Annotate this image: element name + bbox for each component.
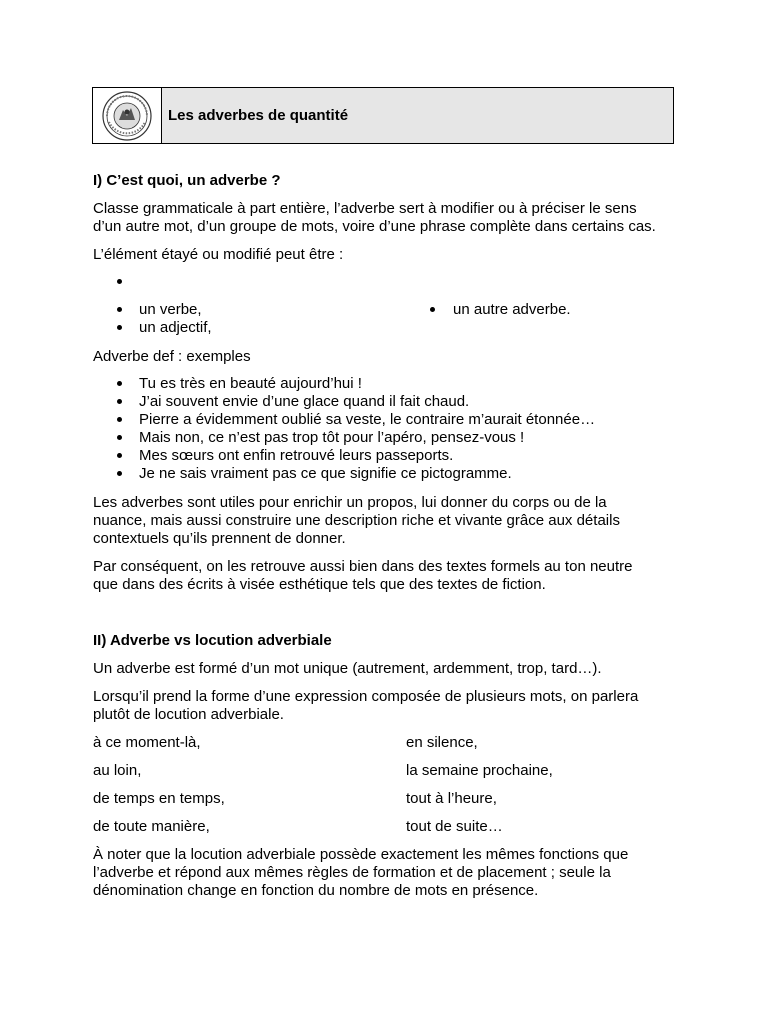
- section1-para4-line1: Par conséquent, on les retrouve aussi bien dans des textes formels au ton neutre: [93, 558, 633, 575]
- section2-para2-line1: Lorsqu’il prend la forme d’une expression composée de plusieurs mots, on parlera: [93, 688, 639, 705]
- bullet-icon: [117, 453, 122, 458]
- locution-item: la semaine prochaine,: [406, 762, 553, 779]
- section1-para3-line2: nuance, mais aussi construire une description riche et vivante grâce aux détails: [93, 512, 620, 529]
- section1-heading: I) C’est quoi, un adverbe ?: [93, 172, 281, 189]
- example-item: Mes sœurs ont enfin retrouvé leurs passeports.: [139, 447, 454, 464]
- bullet-icon: [117, 399, 122, 404]
- section2-para3-line3: dénomination change en fonction du nombre de mots en présence.: [93, 882, 539, 899]
- bullet-icon: [117, 471, 122, 476]
- example-item: J’ai souvent envie d’une glace quand il fait chaud.: [139, 393, 470, 410]
- list-item: un verbe,: [139, 301, 202, 318]
- section1-para1-line2: d’un autre mot, d’un groupe de mots, voire d’une phrase complète dans certains cas.: [93, 218, 656, 235]
- list-item: un adjectif,: [139, 319, 212, 336]
- examples-label: Adverbe def : exemples: [93, 348, 251, 365]
- locution-item: de toute manière,: [93, 818, 210, 835]
- example-item: Mais non, ce n’est pas trop tôt pour l’apéro, pensez-vous !: [139, 429, 525, 446]
- seal-logo: [93, 88, 162, 143]
- section1-para3-line3: contextuels qu’ils prennent de donner.: [93, 530, 346, 547]
- example-item: Tu es très en beauté aujourd’hui !: [139, 375, 362, 392]
- locution-item: à ce moment-là,: [93, 734, 201, 751]
- example-item: Pierre a évidemment oublié sa veste, le contraire m’aurait étonnée…: [139, 411, 596, 428]
- bullet-icon: [117, 307, 122, 312]
- locution-item: tout à l’heure,: [406, 790, 497, 807]
- locution-item: au loin,: [93, 762, 142, 779]
- document-header: [92, 87, 674, 144]
- section1-para3-line1: Les adverbes sont utiles pour enrichir un propos, lui donner du corps ou de la: [93, 494, 607, 511]
- locution-item: tout de suite…: [406, 818, 503, 835]
- section2-para3-line2: l’adverbe et répond aux mêmes règles de formation et de placement ; seule la: [93, 864, 611, 881]
- section2-para1: Un adverbe est formé d’un mot unique (autrement, ardemment, trop, tard…).: [93, 660, 602, 677]
- seal-icon: [99, 90, 155, 142]
- bullet-icon: [117, 417, 122, 422]
- locution-item: en silence,: [406, 734, 478, 751]
- section1-para4-line2: que dans des écrits à visée esthétique tels que des textes de fiction.: [93, 576, 546, 593]
- section2-para3-line1: À noter que la locution adverbiale possède exactement les mêmes fonctions que: [93, 846, 629, 863]
- bullet-icon: [117, 279, 122, 284]
- example-item: Je ne sais vraiment pas ce que signifie ce pictogramme.: [139, 465, 512, 482]
- locution-item: de temps en temps,: [93, 790, 225, 807]
- list-item: un autre adverbe.: [453, 301, 571, 318]
- section1-para2: L’élément étayé ou modifié peut être :: [93, 246, 344, 263]
- section2-para2-line2: plutôt de locution adverbiale.: [93, 706, 284, 723]
- document-title: Les adverbes de quantité: [162, 88, 673, 143]
- section2-heading: II) Adverbe vs locution adverbiale: [93, 632, 332, 649]
- bullet-icon: [430, 307, 435, 312]
- section1-para1-line1: Classe grammaticale à part entière, l’adverbe sert à modifier ou à préciser le sens: [93, 200, 637, 217]
- bullet-icon: [117, 381, 122, 386]
- bullet-icon: [117, 325, 122, 330]
- bullet-icon: [117, 435, 122, 440]
